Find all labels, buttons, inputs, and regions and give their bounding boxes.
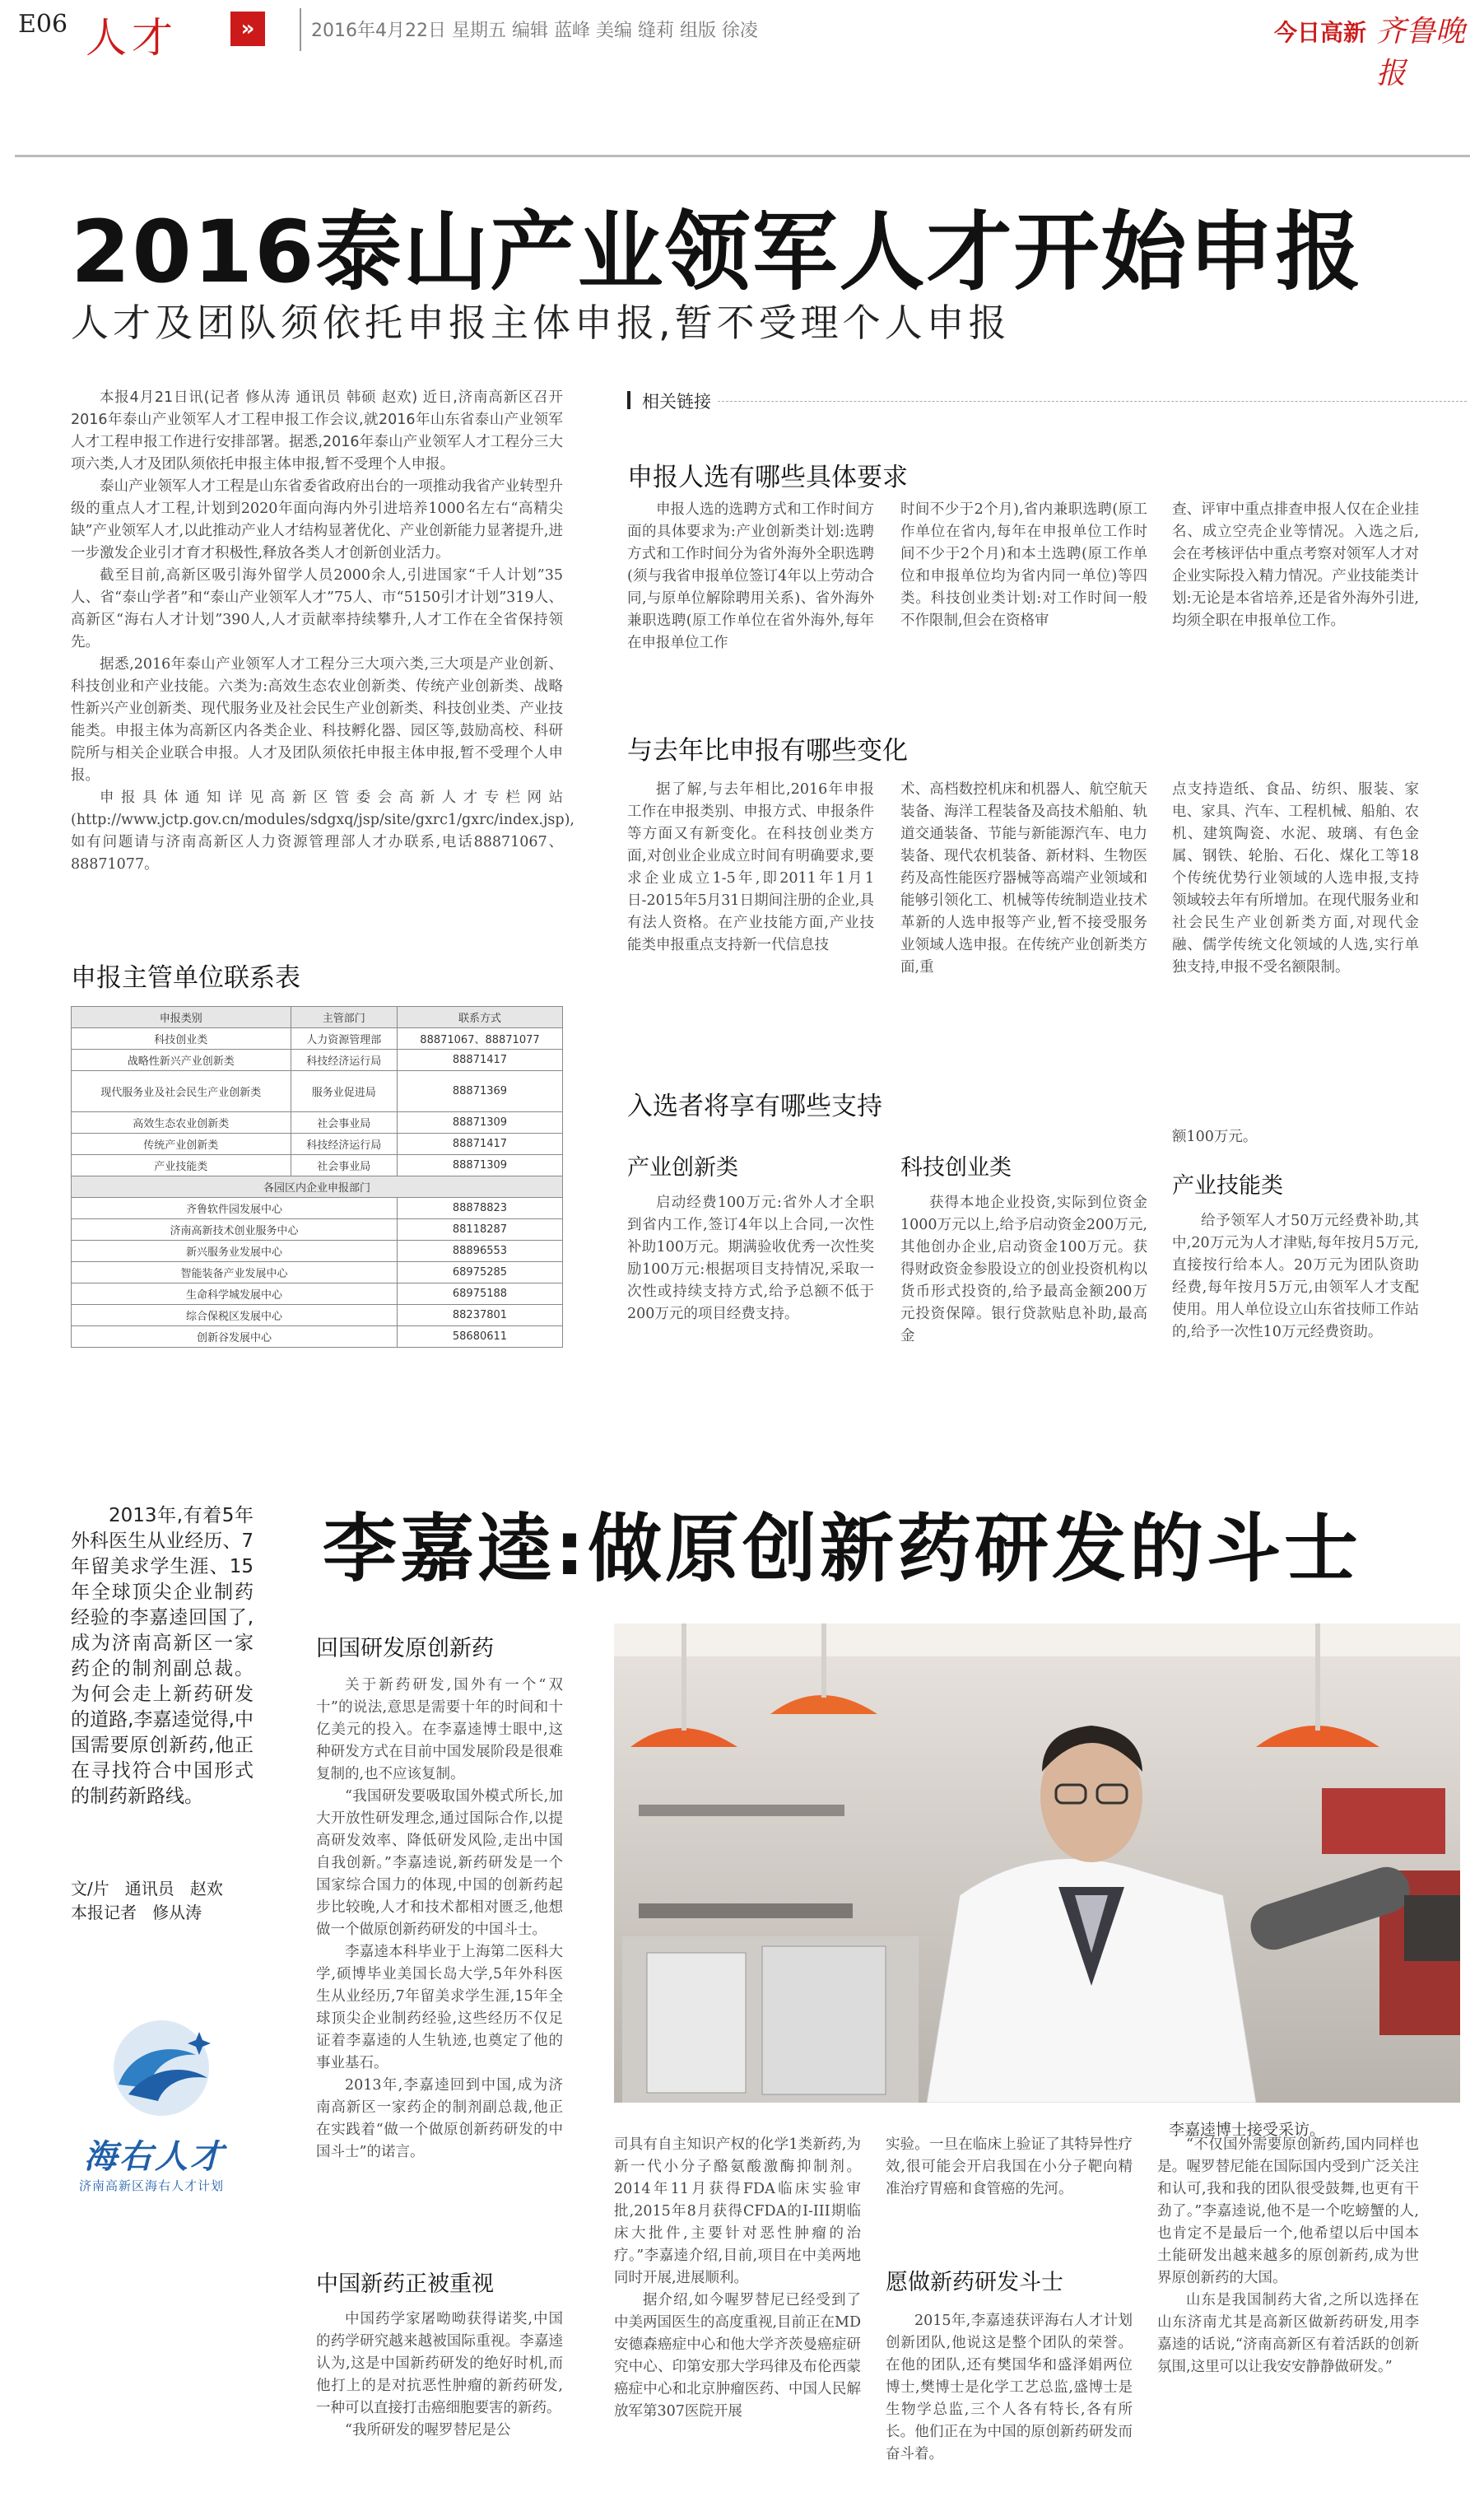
contact-table (71, 1006, 563, 1348)
support-cat-3 (1172, 1210, 1419, 1344)
story2-paragraph: 2015年,李嘉逵获评海右人才计划创新团队,他说这是整个团队的荣誉。在他的团队,还有樊国华和盛泽娟两位博士,樊博士是化学工艺总监,盛博士是生物学总监,三个人各有特长,各有所长。他们正在为中国的原创新药研发而奋斗着。 (886, 2313, 1133, 2462)
story2-col-3a (886, 2134, 1133, 2201)
contact-table-title: 申报主管单位联系表 (71, 963, 300, 993)
page-number: E06 (18, 10, 68, 39)
lead-paragraph: 据悉,2016年泰山产业领军人才工程分三大项六类,三大项是产业创新、科技创业和产业技能。六类为:高效生态农业创新类、传统产业创新类、战略性新兴产业创新类、现代服务业及社会民生产业创新类、科技创业类、产业技能类。申报主体为高新区内各类企业、科技孵化器、园区等,鼓励高校、科研院所与相关企业联合申报。人才及团队须依托申报主体申报,暂不受理个人申报。 (71, 656, 563, 784)
story2-h2: 中国新药正被重视 (316, 2271, 494, 2297)
story2-col-4 (1157, 2134, 1419, 2378)
story2-paragraph: 中国药学家屠呦呦获得诺奖,中国的药学研究越来越被国际重视。李嘉逵认为,这是中国新药研发的绝好时机,而他打上的是对抗恶性肿瘤的新药研发,一种可以直接打击癌细胞要害的新药。 (316, 2311, 563, 2416)
interview-photo (614, 1624, 1460, 2103)
story2-byline: 文/片 通讯员 赵欢 本报记者 修从涛 (71, 1879, 223, 1922)
table-cell: 科技创业类 (72, 1028, 291, 1050)
support-cat-2-heading: 科技创业类 (900, 1155, 1012, 1181)
lead-paragraph: 截至目前,高新区吸引海外留学人员2000余人,引进国家“千人计划”35人、省“泰山学者”和“泰山产业领军人才”75人、市“5150引才计划”319人、高新区“海右人才计划”390人,人才贡献率持续攀升,人才工作在全省保持领先。 (71, 567, 563, 650)
story2-paragraph: 实验。一旦在临床上验证了其特异性疗效,很可能会开启我国在小分子靶向精准治疗胃癌和食管癌的先河。 (886, 2136, 1133, 2197)
table-row (72, 1112, 563, 1134)
table-row (72, 1241, 563, 1262)
story2-h1: 回国研发原创新药 (316, 1636, 494, 1661)
table-row (72, 1028, 563, 1050)
support-text: 额100万元。 (1172, 1129, 1258, 1145)
table-cell: 人力资源管理部 (291, 1028, 397, 1050)
section-arrow-icon: » (230, 12, 265, 46)
related-link-rule (718, 401, 1467, 402)
table-subhead: 各园区内企业申报部门 (72, 1176, 563, 1198)
support-cat-1 (627, 1192, 874, 1325)
related-link-tab: 相关链接 (627, 389, 711, 413)
table-cell: 科技经济运行局 (291, 1050, 397, 1071)
story2-col-2 (614, 2134, 861, 2423)
table-cell: 科技经济运行局 (291, 1134, 397, 1155)
table-cell: 生命科学城发展中心 (72, 1283, 398, 1305)
table-header-row (72, 1007, 563, 1028)
table-row (72, 1262, 563, 1283)
table-row (72, 1071, 563, 1112)
story2-col-1a (316, 1675, 563, 2164)
table-row (72, 1283, 563, 1305)
q2-col-1 (627, 779, 874, 957)
story2-col-3b (886, 2310, 1133, 2466)
story2-h3: 愿做新药研发斗士 (886, 2270, 1063, 2295)
today-label: 今日高新 (1274, 19, 1367, 46)
wave-logo-icon (79, 2009, 244, 2124)
q3-heading: 入选者将享有哪些支持 (627, 1092, 882, 1121)
table-cell: 现代服务业及社会民生产业创新类 (72, 1071, 291, 1112)
brand-subtitle: 济南高新区海右人才计划 (79, 2178, 225, 2193)
table-cell: 88237801 (397, 1305, 562, 1326)
story2-intro (71, 1503, 254, 1810)
q1-col-2 (900, 499, 1147, 632)
table-cell: 88871309 (397, 1155, 562, 1176)
table-cell: 88871417 (397, 1134, 562, 1155)
table-subhead-row (72, 1176, 563, 1198)
lead-paragraph: 申报具体通知详见高新区管委会高新人才专栏网站(http://www.jctp.gov.cn/modules/sdgxq/jsp/site/gxrc1/gxrc/index.jsp),如有问题请与济南高新区人力资源管理部人才办联系,电话88871067、88871077。 (71, 790, 575, 873)
table-cell: 88896553 (397, 1241, 562, 1262)
support-text: 获得本地企业投资,实际到位资金1000万元以上,给予启动资金200万元,其他创办企业,启动资金100万元。获得财政资金参股设立的创业投资机构以货币形式投资的,给予最高金额200万元投资保障。银行贷款贴息补助,最高金 (900, 1195, 1147, 1344)
lead-paragraph: 本报4月21日讯(记者 修从涛 通讯员 韩硕 赵欢) 近日,济南高新区召开2016年泰山产业领军人才工程申报工作会议,就2016年山东省泰山产业领军人才工程申报工作进行安排部署。据悉,2016年泰山产业领军人才工程分三大项六类,人才及团队须依托申报主体申报,暂不受理个人申报。 (71, 389, 563, 473)
table-cell: 68975188 (397, 1283, 562, 1305)
q1-text: 申报人选的选聘方式和工作时间方面的具体要求为:产业创新类计划:选聘方式和工作时间分为省外海外全职选聘(须与我省申报单位签订4年以上劳动合同,与原单位解除聘用关系)、省外海外兼职选聘(原工作单位在省外海外,每年在申报单位工作 (627, 501, 874, 651)
lead-paragraph: 泰山产业领军人才工程是山东省委省政府出台的一项推动我省产业转型升级的重点人才工程,计划到2020年面向海内外引进培养1000名左右“高精尖缺”产业领军人才,以此推动产业人才结构显著优化、产业创新能力显著提升,进一步激发企业引才育才积极性,释放各类人才创新创业活力。 (71, 478, 563, 561)
table-cell: 传统产业创新类 (72, 1134, 291, 1155)
story2-paragraph: 据介绍,如今喔罗替尼已经受到了中美两国医生的高度重视,目前正在MD安德森癌症中心和他大学齐茨曼癌症研究中心、印第安那大学玛律及布伦西蒙癌症中心和北京肿瘤医药、中国人民解放军第307医院开展 (614, 2292, 862, 2420)
table-cell: 产业技能类 (72, 1155, 291, 1176)
story1-title: 2016泰山产业领军人才开始申报 (71, 202, 1363, 302)
story1-lead (71, 387, 575, 876)
q2-text: 术、高档数控机床和机器人、航空航天装备、海洋工程装备及高技术船舶、轨道交通装备、节能与新能源汽车、电力装备、现代农机装备、新材料、生物医药及高性能医疗器械等高端产业领域和能够引领化工、机械等传统制造业技术革新的人选申报等产业,暂不接受服务业领域人选申报。在传统产业创新类方面,重 (900, 781, 1147, 976)
support-text: 启动经费100万元:省外人才全职到省内工作,签订4年以上合同,一次性补助100万元。期满验收优秀一次性奖励100万元:根据项目支持情况,采取一次性或持续支持方式,给予总额不低于200万元的项目经费支持。 (627, 1195, 874, 1322)
lab-photo-image (614, 1624, 1460, 2103)
story2-paragraph: 2013年,李嘉逵回到中国,成为济南高新区一家药企的制剂副总裁,他正在实践着“做一个做原创新药研发的中国斗士”的诺言。 (316, 2077, 563, 2160)
table-cell: 88871369 (397, 1071, 562, 1112)
table-cell: 服务业促进局 (291, 1071, 397, 1112)
table-cell: 齐鲁软件园发展中心 (72, 1198, 398, 1219)
table-cell: 88871417 (397, 1050, 562, 1071)
intro-text: 2013年,有着5年外科医生从业经历、7年留美求学生涯、15年全球顶尖企业制药经验的李嘉逵回国了,成为济南高新区一家药企的制剂副总裁。为何会走上新药研发的道路,李嘉逵觉得,中国需要原创新药,他正在寻找符合中国形式的制药新路线。 (71, 1505, 254, 1807)
story2-title: 李嘉逵:做原创新药研发的斗士 (323, 1506, 1361, 1592)
story2-paragraph: 司具有自主知识产权的化学1类新药,为新一代小分子酪氨酸激酶抑制剂。2014年11月获得FDA临床实验审批,2015年8月获得CFDA的I-III期临床大批件,主要针对恶性肿瘤的治疗。”李嘉逵介绍,目前,项目在中美两地同时开展,进展顺利。 (614, 2136, 861, 2286)
masthead-divider (300, 8, 301, 51)
story2-paragraph: “我所研发的喔罗替尼是公 (345, 2422, 511, 2439)
table-row (72, 1050, 563, 1071)
header-rule (15, 155, 1470, 157)
section-name: 人才 (86, 14, 178, 62)
story2-paragraph: “我国研发要吸取国外模式所长,加大开放性研发理念,通过国际合作,以提高研发效率、降低研发风险,走出中国自我创新。”李嘉逵说,新药研发是一个国家综合国力的体现,中国的创新药起步比较晚,人才和技术都相对匮乏,他想做一个做原创新药研发的中国斗士。 (316, 1788, 563, 1938)
table-row (72, 1326, 563, 1348)
table-cell: 社会事业局 (291, 1155, 397, 1176)
support-cat-1-heading: 产业创新类 (627, 1155, 738, 1181)
support-cat-2 (900, 1192, 1147, 1348)
table-cell: 58680611 (397, 1326, 562, 1348)
story2-paragraph: 山东是我国制药大省,之所以选择在山东济南尤其是高新区做新药研发,用李嘉逵的话说,“济南高新区有着活跃的创新氛围,这里可以让我安安静静做研发。” (1157, 2292, 1419, 2375)
q1-heading: 申报人选有哪些具体要求 (627, 463, 908, 492)
q2-text: 点支持造纸、食品、纺织、服装、家电、家具、汽车、工程机械、船舶、农机、建筑陶瓷、水泥、玻璃、有色金属、钢铁、轮胎、石化、煤化工等18个传统优势行业领域的人选申报,支持领域较去年有所增加。在现代服务业和社会民生产业创新类方面,对现代金融、儒学传统文化领域的人选,实行单独支持,申报不受名额限制。 (1172, 781, 1419, 976)
issue-info: 2016年4月22日 星期五 编辑 蓝峰 美编 缝莉 组版 徐凌 (311, 21, 758, 41)
story2-paragraph: “不仅国外需要原创新药,国内同样也是。喔罗替尼能在国际国内受到广泛关注和认可,我和我的团队很受鼓舞,也更有干劲了。”李嘉逵说,他不是一个吃螃蟹的人,也肯定不是最后一个,他希望以后中国本土能研发出越来越多的原创新药,成为世界原创新药的大国。 (1157, 2136, 1419, 2286)
q2-col-2 (900, 779, 1147, 979)
table-cell: 综合保税区发展中心 (72, 1305, 398, 1326)
q2-col-3 (1172, 779, 1419, 979)
table-row (72, 1134, 563, 1155)
q1-col-1 (627, 499, 874, 655)
table-cell: 社会事业局 (291, 1112, 397, 1134)
table-cell: 88871067、88871077 (397, 1028, 562, 1050)
table-row (72, 1155, 563, 1176)
table-row (72, 1198, 563, 1219)
table-cell: 创新谷发展中心 (72, 1326, 398, 1348)
newspaper-logo: 齐鲁晚报 (1376, 15, 1466, 91)
table-cell: 高效生态农业创新类 (72, 1112, 291, 1134)
table-header: 联系方式 (397, 1007, 562, 1028)
table-cell: 新兴服务业发展中心 (72, 1241, 398, 1262)
q2-text: 据了解,与去年相比,2016年申报工作在申报类别、申报方式、申报条件等方面又有新变化。在科技创业类方面,对创业企业成立时间有明确要求,要求企业成立1-5年,即2011年1月1日-2015年5月31日期间注册的企业,具有法人资格。在产业技能方面,产业技能类申报重点支持新一代信息技 (627, 781, 874, 953)
table-header: 申报类别 (72, 1007, 291, 1028)
support-text: 给予领军人才50万元经费补助,其中,20万元为人才津贴,每年按月5万元,直接按行给本人。20万元为团队资助经费,每年按月5万元,由领军人才支配使用。用人单位设立山东省技师工作站的,给予一次性10万元经费资助。 (1172, 1213, 1419, 1340)
table-cell: 88871309 (397, 1112, 562, 1134)
support-cat-2-cont (1172, 1126, 1419, 1148)
table-header: 主管部门 (291, 1007, 397, 1028)
table-row (72, 1305, 563, 1326)
story2-paragraph: 李嘉逵本科毕业于上海第二医科大学,硕博毕业美国长岛大学,5年外科医生从业经历,7年留美求学生涯,15年全球顶尖企业制药经验,这些经历不仅足证着李嘉逵的人生轨迹,也奠定了他的事业基石。 (316, 1944, 563, 2071)
story2-paragraph: 关于新药研发,国外有一个“双十”的说法,意思是需要十年的时间和十亿美元的投入。在李嘉逵博士眼中,这种研发方式在目前中国发展阶段是很难复制的,也不应该复制。 (316, 1677, 563, 1782)
story2-col-1b (316, 2308, 563, 2442)
support-cat-3-heading: 产业技能类 (1172, 1173, 1283, 1199)
brand-name: 海右人才 (84, 2138, 226, 2176)
q1-text: 查、评审中重点排查申报人仅在企业挂名、成立空壳企业等情况。入选之后,会在考核评估中重点考察对领军人才对企业实际投入精力情况。产业技能类计划:无论是本省培养,还是省外海外引进,均须全职在申报单位工作。 (1172, 501, 1419, 629)
table-cell: 68975285 (397, 1262, 562, 1283)
table-cell: 88118287 (397, 1219, 562, 1241)
table-cell: 智能装备产业发展中心 (72, 1262, 398, 1283)
q2-heading: 与去年比申报有哪些变化 (627, 736, 908, 766)
q1-text: 时间不少于2个月),省内兼职选聘(原工作单位在省内,每年在申报单位工作时间不少于2个月)和本土选聘(原工作单位和申报单位均为省内同一单位)等四类。科技创业类计划:对工作时间一般不作限制,但会在资格审 (900, 501, 1147, 629)
table-cell: 88878823 (397, 1198, 562, 1219)
story1-subtitle: 人才及团队须依托申报主体申报,暂不受理个人申报 (71, 300, 1011, 345)
table-cell: 战略性新兴产业创新类 (72, 1050, 291, 1071)
q1-col-3 (1172, 499, 1419, 632)
photo-caption: 李嘉逵博士接受采访。 (1169, 2121, 1326, 2139)
table-row (72, 1219, 563, 1241)
table-cell: 济南高新技术创业服务中心 (72, 1219, 398, 1241)
